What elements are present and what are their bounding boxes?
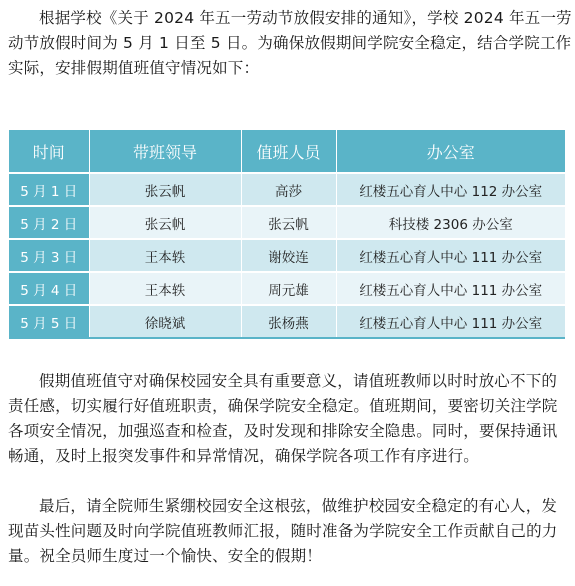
cell-leader: 张云帆: [89, 173, 241, 206]
text-line: 最后，请全院师生紧绷校园安全这根弦，做维护校园安全稳定的有心人，发: [39, 497, 558, 515]
cell-leader: 王本轶: [89, 239, 241, 272]
table-row: [9, 173, 565, 206]
text-line: 各项安全情况，加强巡查和检查，及时发现和排除安全隐患。同时，要保持通讯: [8, 422, 558, 440]
cell-staff: 谢姣连: [241, 239, 336, 272]
header-office: 办公室: [336, 130, 565, 173]
text-line: 现苗头性问题及时向学院值班教师汇报，随时准备为学院安全工作贡献自己的力: [8, 522, 558, 540]
closing-paragraph: [8, 494, 564, 569]
header-leader: 带班领导: [89, 130, 241, 173]
text-line: 假期值班值守对确保校园安全具有重要意义，请值班教师以时时放心不下的: [39, 372, 558, 390]
header-staff: 值班人员: [241, 130, 336, 173]
cell-leader: 王本轶: [89, 272, 241, 305]
cell-staff: 高莎: [241, 173, 336, 206]
cell-office: 科技楼 2306 办公室: [336, 206, 565, 239]
cell-office: 红楼五心育人中心 111 办公室: [336, 272, 565, 305]
text-line: 责任感，切实履行好值班职责，确保学院安全稳定。值班期间，要密切关注学院: [8, 397, 558, 415]
cell-office: 红楼五心育人中心 111 办公室: [336, 305, 565, 338]
cell-date: 5 月 2 日: [9, 206, 89, 239]
cell-office: 红楼五心育人中心 111 办公室: [336, 239, 565, 272]
cell-date: 5 月 4 日: [9, 272, 89, 305]
intro-paragraph: [8, 6, 572, 81]
text-line: 畅通，及时上报突发事件和异常情况，确保学院各项工作有序进行。: [8, 447, 480, 465]
table-header-row: [9, 130, 565, 173]
cell-date: 5 月 3 日: [9, 239, 89, 272]
cell-staff: 周元雄: [241, 272, 336, 305]
duty-schedule-table: [9, 130, 565, 339]
text-line: 实际，安排假期值班值守情况如下：: [8, 59, 260, 77]
text-line: 量。祝全员师生度过一个愉快、安全的假期！: [8, 547, 323, 565]
cell-leader: 徐晓斌: [89, 305, 241, 338]
text-line: 根据学校《关于 2024 年五一劳动节放假安排的通知》，学校 2024 年五一劳: [39, 9, 572, 27]
table-row: [9, 272, 565, 305]
cell-staff: 张杨燕: [241, 305, 336, 338]
table-row: [9, 206, 565, 239]
table-row: [9, 305, 565, 338]
cell-office: 红楼五心育人中心 112 办公室: [336, 173, 565, 206]
body-paragraph: [8, 369, 564, 469]
table-row: [9, 239, 565, 272]
text-line: 动节放假时间为 5 月 1 日至 5 日。为确保放假期间学院安全稳定，结合学院工作: [8, 34, 572, 52]
cell-date: 5 月 1 日: [9, 173, 89, 206]
cell-leader: 张云帆: [89, 206, 241, 239]
cell-staff: 张云帆: [241, 206, 336, 239]
header-time: 时间: [9, 130, 89, 173]
cell-date: 5 月 5 日: [9, 305, 89, 338]
